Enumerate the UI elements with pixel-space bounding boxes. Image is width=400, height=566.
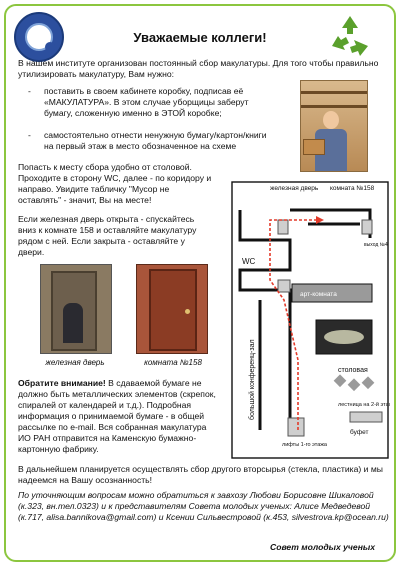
signature: Совет молодых ученых: [270, 542, 376, 552]
page-title: Уважаемые коллеги!: [133, 30, 267, 45]
room-158-photo: [136, 264, 208, 354]
map-label-iron-door: железная дверь: [270, 185, 319, 192]
recycle-icon: [326, 12, 374, 60]
map-label-art-room: арт-комната: [300, 291, 337, 298]
person-with-box-photo: [300, 80, 368, 172]
iron-door-caption: железная дверь: [45, 358, 105, 367]
room-158-caption: комната №158: [144, 358, 202, 367]
map-label-exit: выход №4: [364, 242, 388, 248]
map-label-conference-hall: большой конференц-зал: [249, 339, 256, 420]
map-label-room: комната №158: [330, 185, 375, 192]
map-label-stairs: лестница на 2-й этаж: [338, 402, 390, 408]
floor-map: [230, 180, 390, 460]
list-item: - поставить в своем кабинете коробку, подписав её «МАКУЛАТУРА». В этом случае уборщицы заберут бумагу, сложенную именно в ЭТОЙ коробке;: [28, 86, 249, 118]
contacts-text: По уточняющим вопросам можно обратиться к завхозу Любови Борисовне Шикаловой (к.323, вн.тел.0323) и к представителям Совета молодых ученых: Алисе Медведевой (к.717, alisa.bannikova@gmail.com) и Ксении Сильвестровой (к.453, silvestrova.kp@ocean.ru): [18, 490, 389, 522]
institute-seal-icon: [14, 12, 64, 62]
future-plans-text: В дальнейшем планируется осуществлять сбор другого вторсырья (стекла, пластика) и мы надеемся на Вашу осознанность!: [18, 464, 383, 485]
directions-text: Попасть к месту сбора удобно от столовой. Проходите в сторону WC, далее - по коридору и направо. Увидите табличку "Мусор не оставлять" - значит, Вы на месте!: [18, 162, 212, 205]
attention-block: Обратите внимание! В сдаваемой бумаге не должно быть металлических элементов (скрепок, спиралей от календарей и т.д.). Подробная информация о принимаемой бумаге - в общей рассылке по e-mail. Вся собранная макулатура ИО РАН отправится на Каменскую бумажно-картонную фабрику.: [18, 378, 216, 454]
iron-door-note: Если железная дверь открыта - спускайтесь вниз к комнате 158 и оставляйте макулатуру рядом с ней. Если закрыта - оставляйте у двери.: [18, 214, 197, 257]
list-item: - самостоятельно отнести ненужную бумагу/картон/книги на первый этаж в место обозначенное на схеме: [28, 130, 267, 151]
iron-door-photo: [40, 264, 112, 354]
map-label-buffet: буфет: [350, 429, 369, 436]
map-label-wc: WC: [242, 257, 256, 266]
intro-text: В нашем институте организован постоянный сбор макулатуры. Для того чтобы правильно утилизировать макулатуру, Вам нужно:: [18, 58, 379, 79]
map-label-canteen: столовая: [338, 367, 368, 374]
attention-lead: Обратите внимание!: [18, 378, 106, 388]
map-label-lifts: лифты 1-го этажа: [282, 442, 327, 448]
